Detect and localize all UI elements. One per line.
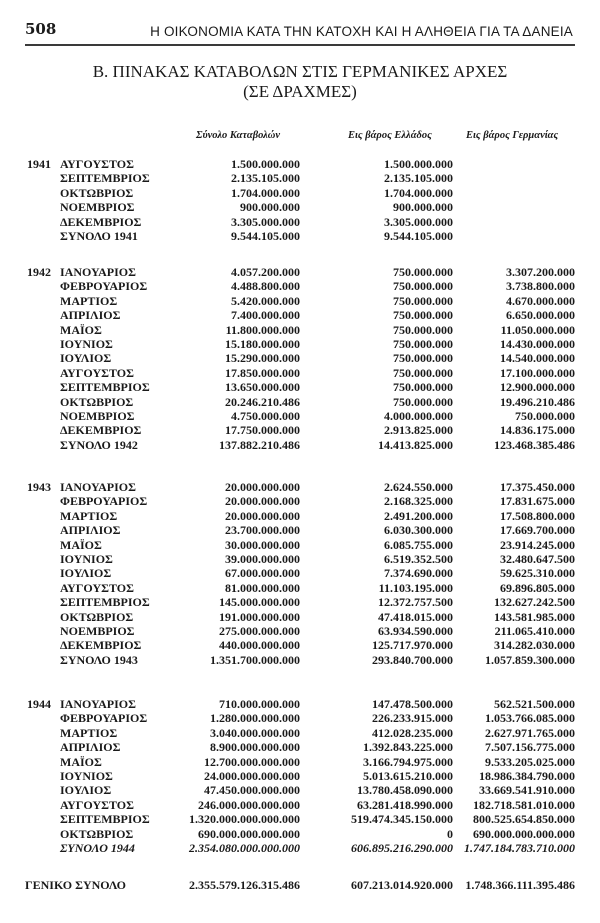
month-label: ΝΟΕΜΒΡΙΟΣ (60, 409, 135, 423)
germany-share-cell: 17.669.700.000 (500, 523, 575, 538)
greece-share-cell: 750.000.000 (393, 293, 453, 308)
total-payment-cell: 191.000.000.000 (219, 609, 300, 624)
table-row (0, 581, 600, 595)
table-row (0, 395, 600, 409)
month-label: ΙΑΝΟΥΑΡΙΟΣ (60, 480, 136, 494)
month-label: ΜΑΪΟΣ (60, 754, 102, 769)
month-label: ΙΟΥΝΙΟΣ (60, 337, 113, 351)
month-label: ΑΠΡΙΛΙΟΣ (60, 740, 121, 755)
total-payment-cell: 900.000.000 (240, 200, 300, 215)
total-payment-cell: 4.750.000.000 (231, 409, 300, 423)
month-label: ΜΑΡΤΙΟΣ (60, 508, 118, 523)
table-row (0, 610, 600, 624)
month-label: ΙΟΥΛΙΟΣ (60, 351, 112, 366)
germany-share-cell: 7.507.156.775.000 (485, 740, 575, 755)
month-label: ΦΕΒΡΟΥΑΡΙΟΣ (60, 494, 148, 509)
total-payment-cell: 12.700.000.000.000 (204, 754, 300, 769)
germany-share-cell: 18.986.384.790.000 (479, 769, 575, 783)
germany-share-cell: 17.375.450.000 (500, 480, 575, 494)
greece-share-cell: 2.624.550.000 (384, 480, 453, 494)
month-label: ΑΠΡΙΛΙΟΣ (60, 308, 121, 323)
total-payment-cell: 47.450.000.000.000 (204, 783, 300, 798)
greece-share-cell: 11.103.195.000 (378, 580, 453, 595)
table-row (0, 566, 600, 580)
month-label: ΔΕΚΕΜΒΡΙΟΣ (60, 423, 142, 438)
total-payment-cell: 710.000.000.000 (219, 697, 300, 711)
greece-share-cell: 63.281.418.990.000 (357, 797, 453, 812)
germany-share-cell: 1.053.766.085.000 (485, 711, 575, 726)
germany-share-cell: 12.900.000.000 (500, 380, 575, 395)
table-row (0, 711, 600, 725)
germany-share-cell: 14.540.000.000 (500, 351, 575, 366)
germany-share-cell: 1.057.859.300.000 (485, 652, 575, 667)
greece-share-cell: 750.000.000 (393, 265, 453, 279)
greece-share-cell: 750.000.000 (393, 351, 453, 366)
month-label: ΑΥΓΟΥΣΤΟΣ (60, 157, 134, 171)
germany-share-cell: 3.738.800.000 (506, 279, 575, 294)
greece-share-cell: 750.000.000 (393, 380, 453, 395)
month-label: ΙΟΥΝΙΟΣ (60, 769, 113, 783)
greece-share-cell: 750.000.000 (393, 308, 453, 323)
germany-share-cell: 17.100.000.000 (500, 365, 575, 380)
year-label: 1944 (27, 697, 51, 711)
total-payment-cell: 145.000.000.000 (219, 595, 300, 610)
total-payment-cell: 137.882.210.486 (219, 437, 300, 452)
total-payment-cell: 24.000.000.000.000 (204, 769, 300, 783)
greece-share-cell: 750.000.000 (393, 337, 453, 351)
month-label: ΜΑΪΟΣ (60, 322, 102, 337)
table-row (0, 494, 600, 508)
greece-share-cell: 750.000.000 (393, 394, 453, 409)
total-payment-cell: 4.057.200.000 (231, 265, 300, 279)
germany-share-cell: 800.525.654.850.000 (473, 812, 575, 827)
table-row (0, 200, 600, 214)
month-label: ΑΥΓΟΥΣΤΟΣ (60, 365, 134, 380)
month-label: ΜΑΡΤΙΟΣ (60, 293, 118, 308)
month-label: ΣΥΝΟΛΟ 1941 (60, 229, 138, 243)
total-payment-cell: 1.704.000.000 (231, 185, 300, 200)
table-row (0, 769, 600, 783)
table-row (0, 624, 600, 638)
column-headers (0, 130, 600, 146)
month-label: ΣΕΠΤΕΜΒΡΙΟΣ (60, 171, 150, 186)
greece-share-cell: 6.519.352.500 (384, 552, 453, 566)
greece-share-cell: 13.780.458.090.000 (357, 783, 453, 798)
table-row (0, 480, 600, 494)
table-row (0, 538, 600, 552)
germany-share-cell: 132.627.242.500 (494, 595, 575, 610)
total-payment-cell: 1.351.700.000.000 (210, 652, 300, 667)
table-row (0, 279, 600, 293)
total-payment-cell: 20.246.210.486 (225, 394, 300, 409)
table-row (0, 171, 600, 185)
germany-share-cell: 11.050.000.000 (500, 322, 575, 337)
total-payment-cell: 81.000.000.000 (225, 580, 300, 595)
month-label: ΑΥΓΟΥΣΤΟΣ (60, 797, 134, 812)
table-row (0, 265, 600, 279)
greece-share-cell: 6.030.300.000 (384, 523, 453, 538)
table-row (0, 523, 600, 537)
year-total-row (0, 653, 600, 667)
greece-share-cell: 293.840.700.000 (372, 652, 453, 667)
month-label: ΣΕΠΤΕΜΒΡΙΟΣ (60, 812, 150, 827)
germany-share-cell: 14.836.175.000 (500, 423, 575, 438)
table-row (0, 380, 600, 394)
germany-share-cell: 69.896.805.000 (500, 580, 575, 595)
month-label: ΣΥΝΟΛΟ 1944 (60, 841, 135, 855)
total-payment-cell: 20.000.000.000 (225, 508, 300, 523)
total-payment-cell: 20.000.000.000 (225, 494, 300, 509)
total-payment-cell: 2.354.080.000.000.000 (189, 841, 300, 855)
table-row (0, 552, 600, 566)
month-label: ΔΕΚΕΜΒΡΙΟΣ (60, 638, 142, 653)
table-row (0, 157, 600, 171)
year-total-row (0, 841, 600, 855)
total-payment-cell: 1.320.000.000.000.000 (189, 812, 300, 827)
month-label: ΟΚΤΩΒΡΙΟΣ (60, 394, 134, 409)
greece-share-cell: 7.374.690.000 (384, 566, 453, 581)
greece-share-cell: 900.000.000 (393, 200, 453, 215)
germany-share-cell: 32.480.647.500 (500, 552, 575, 566)
greece-share-cell: 412.028.235.000 (372, 725, 453, 740)
month-label: ΟΚΤΩΒΡΙΟΣ (60, 185, 134, 200)
table-title: Β. ΠΙΝΑΚΑΣ ΚΑΤΑΒΟΛΩΝ ΣΤΙΣ ΓΕΡΜΑΝΙΚΕΣ ΑΡΧΕΣ (92, 62, 508, 81)
column-header-germany: Εις βάρος Γερμανίας (466, 130, 559, 141)
month-label: ΝΟΕΜΒΡΙΟΣ (60, 624, 135, 638)
year-label: 1943 (27, 480, 51, 494)
greece-share-cell: 226.233.915.000 (372, 711, 453, 726)
month-label: ΑΥΓΟΥΣΤΟΣ (60, 580, 134, 595)
page-number: 508 (25, 20, 57, 38)
grand-total-germany-cell: 1.748.366.111.395.486 (465, 878, 575, 892)
year-label: 1941 (27, 157, 51, 171)
table-row (0, 798, 600, 812)
greece-share-cell: 9.544.105.000 (384, 229, 453, 243)
greece-share-cell: 147.478.500.000 (372, 697, 453, 711)
table-row (0, 595, 600, 609)
month-label: ΜΑΪΟΣ (60, 537, 102, 552)
total-payment-cell: 5.420.000.000 (231, 293, 300, 308)
table-row (0, 509, 600, 523)
column-header-total: Σύνολο Καταβολών (196, 130, 281, 141)
greece-share-cell: 3.166.794.975.000 (363, 754, 453, 769)
germany-share-cell: 14.430.000.000 (500, 337, 575, 351)
month-label: ΣΥΝΟΛΟ 1943 (60, 652, 138, 667)
total-payment-cell: 17.750.000.000 (225, 423, 300, 438)
germany-share-cell: 9.533.205.025.000 (485, 754, 575, 769)
total-payment-cell: 3.040.000.000.000 (210, 725, 300, 740)
month-label: ΙΟΥΝΙΟΣ (60, 552, 113, 566)
table-row (0, 638, 600, 652)
germany-share-cell: 6.650.000.000 (506, 308, 575, 323)
greece-share-cell: 2.168.325.000 (384, 494, 453, 509)
month-label: ΙΑΝΟΥΑΡΙΟΣ (60, 697, 136, 711)
table-row (0, 351, 600, 365)
month-label: ΙΟΥΛΙΟΣ (60, 783, 112, 798)
greece-share-cell: 63.934.590.000 (378, 624, 453, 638)
total-payment-cell: 15.180.000.000 (225, 337, 300, 351)
total-payment-cell: 1.500.000.000 (231, 157, 300, 171)
total-payment-cell: 23.700.000.000 (225, 523, 300, 538)
germany-share-cell: 33.669.541.910.000 (479, 783, 575, 798)
greece-share-cell: 3.305.000.000 (384, 214, 453, 229)
table-row (0, 409, 600, 423)
germany-share-cell: 690.000.000.000.000 (473, 826, 575, 841)
table-row (0, 215, 600, 229)
greece-share-cell: 125.717.970.000 (372, 638, 453, 653)
total-payment-cell: 17.850.000.000 (225, 365, 300, 380)
table-row (0, 755, 600, 769)
month-label: ΣΕΠΤΕΜΒΡΙΟΣ (60, 595, 150, 610)
year-total-row (0, 438, 600, 452)
table-row (0, 783, 600, 797)
germany-share-cell: 562.521.500.000 (494, 697, 575, 711)
year-label: 1942 (27, 265, 51, 279)
total-payment-cell: 7.400.000.000 (231, 308, 300, 323)
greece-share-cell: 750.000.000 (393, 322, 453, 337)
germany-share-cell: 750.000.000 (515, 409, 575, 423)
total-payment-cell: 20.000.000.000 (225, 480, 300, 494)
greece-share-cell: 12.372.757.500 (378, 595, 453, 610)
greece-share-cell: 47.418.015.000 (378, 609, 453, 624)
table-heading (0, 62, 600, 102)
month-label: ΝΟΕΜΒΡΙΟΣ (60, 200, 135, 215)
total-payment-cell: 8.900.000.000.000 (210, 740, 300, 755)
germany-share-cell: 59.625.310.000 (500, 566, 575, 581)
table-row (0, 697, 600, 711)
germany-share-cell: 123.468.385.486 (494, 437, 575, 452)
greece-share-cell: 1.500.000.000 (384, 157, 453, 171)
germany-share-cell: 17.508.800.000 (500, 508, 575, 523)
total-payment-cell: 30.000.000.000 (225, 537, 300, 552)
year-total-row (0, 229, 600, 243)
table-row (0, 323, 600, 337)
table-row (0, 423, 600, 437)
month-label: ΟΚΤΩΒΡΙΟΣ (60, 826, 134, 841)
grand-total-payment-cell: 2.355.579.126.315.486 (189, 878, 300, 892)
greece-share-cell: 2.913.825.000 (384, 423, 453, 438)
month-label: ΟΚΤΩΒΡΙΟΣ (60, 609, 134, 624)
total-payment-cell: 440.000.000.000 (219, 638, 300, 653)
total-payment-cell: 275.000.000.000 (219, 624, 300, 638)
total-payment-cell: 1.280.000.000.000 (210, 711, 300, 726)
greece-share-cell: 1.704.000.000 (384, 185, 453, 200)
germany-share-cell: 17.831.675.000 (500, 494, 575, 509)
book-title: Η ΟΙΚΟΝΟΜΙΑ ΚΑΤΑ ΤΗΝ ΚΑΤΟΧΗ ΚΑΙ Η ΑΛΗΘΕΙΑ ΓΙΑ ΤΑ ΔΑΝΕΙΑ (150, 24, 573, 39)
month-label: ΦΕΒΡΟΥΑΡΙΟΣ (60, 279, 148, 294)
running-header (25, 12, 575, 46)
month-label: ΔΕΚΕΜΒΡΙΟΣ (60, 214, 142, 229)
total-payment-cell: 2.135.105.000 (231, 171, 300, 186)
month-label: ΙΟΥΛΙΟΣ (60, 566, 112, 581)
table-row (0, 337, 600, 351)
germany-share-cell: 182.718.581.010.000 (473, 797, 575, 812)
germany-share-cell: 1.747.184.783.710.000 (464, 841, 575, 855)
greece-share-cell: 5.013.615.210.000 (363, 769, 453, 783)
month-label: ΜΑΡΤΙΟΣ (60, 725, 118, 740)
month-label: ΙΑΝΟΥΑΡΙΟΣ (60, 265, 136, 279)
table-row (0, 294, 600, 308)
greece-share-cell: 750.000.000 (393, 279, 453, 294)
germany-share-cell: 143.581.985.000 (494, 609, 575, 624)
germany-share-cell: 314.282.030.000 (494, 638, 575, 653)
table-row (0, 308, 600, 322)
month-label: ΦΕΒΡΟΥΑΡΙΟΣ (60, 711, 148, 726)
greece-share-cell: 519.474.345.150.000 (351, 812, 453, 827)
total-payment-cell: 13.650.000.000 (225, 380, 300, 395)
total-payment-cell: 246.000.000.000.000 (198, 797, 300, 812)
greece-share-cell: 2.135.105.000 (384, 171, 453, 186)
total-payment-cell: 39.000.000.000 (225, 552, 300, 566)
greece-share-cell: 606.895.216.290.000 (351, 841, 453, 855)
greece-share-cell: 750.000.000 (393, 365, 453, 380)
germany-share-cell: 211.065.410.000 (494, 624, 575, 638)
table-row (0, 186, 600, 200)
total-payment-cell: 11.800.000.000 (225, 322, 300, 337)
total-payment-cell: 3.305.000.000 (231, 214, 300, 229)
greece-share-cell: 0 (447, 826, 453, 841)
greece-share-cell: 2.491.200.000 (384, 508, 453, 523)
table-row (0, 827, 600, 841)
table-row (0, 812, 600, 826)
total-payment-cell: 9.544.105.000 (231, 229, 300, 243)
month-label: ΑΠΡΙΛΙΟΣ (60, 523, 121, 538)
column-header-greece: Εις βάρος Ελλάδος (348, 130, 432, 141)
germany-share-cell: 2.627.971.765.000 (485, 725, 575, 740)
table-row (0, 740, 600, 754)
table-row (0, 726, 600, 740)
greece-share-cell: 4.000.000.000 (384, 409, 453, 423)
germany-share-cell: 4.670.000.000 (506, 293, 575, 308)
grand-total-label: ΓΕΝΙΚΟ ΣΥΝΟΛΟ (25, 878, 126, 892)
grand-total-greece-cell: 607.213.014.920.000 (351, 878, 453, 892)
table-row (0, 366, 600, 380)
grand-total-row (0, 878, 600, 892)
month-label: ΣΥΝΟΛΟ 1942 (60, 437, 138, 452)
greece-share-cell: 14.413.825.000 (378, 437, 453, 452)
greece-share-cell: 1.392.843.225.000 (363, 740, 453, 755)
total-payment-cell: 690.000.000.000.000 (198, 826, 300, 841)
germany-share-cell: 23.914.245.000 (500, 537, 575, 552)
total-payment-cell: 15.290.000.000 (225, 351, 300, 366)
germany-share-cell: 19.496.210.486 (500, 394, 575, 409)
germany-share-cell: 3.307.200.000 (506, 265, 575, 279)
table-subtitle: (ΣΕ ΔΡΑΧΜΕΣ) (243, 82, 357, 101)
month-label: ΣΕΠΤΕΜΒΡΙΟΣ (60, 380, 150, 395)
greece-share-cell: 6.085.755.000 (384, 537, 453, 552)
total-payment-cell: 4.488.800.000 (231, 279, 300, 294)
total-payment-cell: 67.000.000.000 (225, 566, 300, 581)
